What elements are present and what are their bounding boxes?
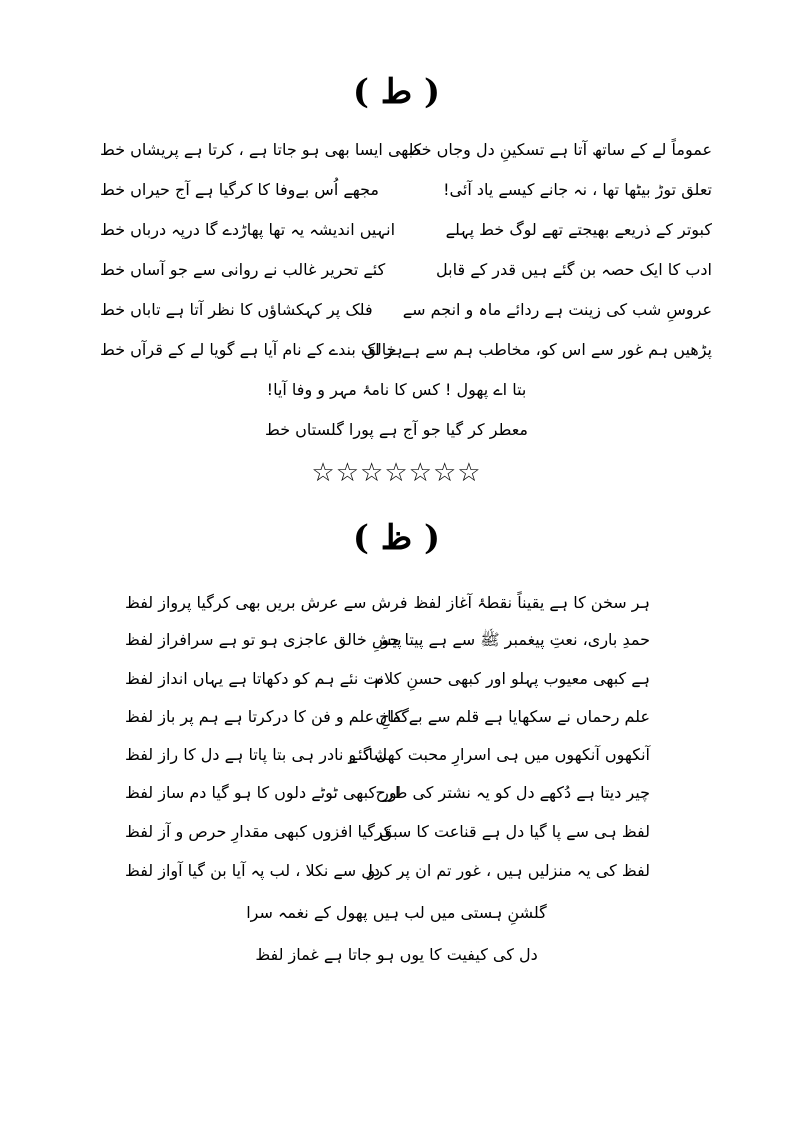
couplet-second-line: کاخِ علم و فن کا درکرتا ہے ہم پر باز لفظ <box>125 707 403 726</box>
couplet-first-line: عموماً لے کے ساتھ آتا ہے تسکینِ دل وجاں خط <box>406 140 712 159</box>
closing-line: دل کی کیفیت کا یوں ہو جاتا ہے غماز لفظ <box>255 945 538 964</box>
couplet-first-line: آنکھوں آنکھوں میں ہی اسرارِ محبت کھل گئے <box>348 745 650 764</box>
couplet-second-line: اور کبھی ٹوٹے دلوں کا ہو گیا دم ساز لفظ <box>125 783 402 802</box>
couplet-second-line: نت نئے ہم کو دکھاتا ہے یہاں انداز لفظ <box>125 669 384 688</box>
couplet-second-line: انہیں اندیشہ یہ تھا پھاڑدے گا درپہ درباں خط <box>100 220 396 239</box>
couplet-second-line: فلک پر کہکشاؤں کا نظر آتا ہے تاباں خط <box>100 300 373 319</box>
closing-line: معطر کر گیا جو آج ہے پورا گلستاں خط <box>265 420 528 439</box>
couplet-first-line: علم رحماں نے سکھایا ہے قلم سے بےگماں <box>375 707 650 726</box>
couplet-first-line: لفظ کی یہ منزلیں ہیں ، غور تم ان پر کرو <box>367 861 650 880</box>
couplet-second-line: دل سے نکلا ، لب پہ آیا بن گیا آواز لفظ <box>125 861 381 880</box>
couplet-first-line: ادب کا ایک حصہ بن گئے ہیں قدر کے قابل <box>436 260 712 279</box>
closing-line: گلشنِ ہستی میں لب ہیں پھول کے نغمہ سرا <box>246 903 547 922</box>
couplet-first-line: کبوتر کے ذریعے بھیجتے تھے لوگ خط پہلے <box>445 220 712 239</box>
couplet-first-line: چیر دیتا ہے دُکھے دل کو یہ نشتر کی طرح <box>375 783 650 802</box>
couplet-second-line: مجھے اُس بےوفا کا کرگیا ہے آج حیراں خط <box>100 180 379 199</box>
couplet-first-line: ہے کبھی معیوب پہلو اور کبھی حسنِ کلام <box>374 669 650 688</box>
couplet-first-line: حمدِ باری، نعتِ پیغمبر ﷺ سے ہے پیتا جو <box>381 630 650 649</box>
couplet-second-line: شاذ و نادر ہی بتا پاتا ہے دل کا راز لفظ <box>125 745 387 764</box>
couplet-second-line: ہر اک بندے کے نام آیا ہے گویا لے کے قرآں خط <box>100 340 403 359</box>
couplet-first-line: لفظ ہی سے پا گیا دل ہے قناعت کا سبق <box>379 822 650 841</box>
couplet-second-line: پیشِ خالق عاجزی ہو تو ہے سرافراز لفظ <box>125 630 402 649</box>
closing-line: بتا اے پھول ! کس کا نامۂ مہر و وفا آیا! <box>266 380 527 399</box>
couplet-second-line: فرش سے عرش بریں بھی کرگیا پرواز لفظ <box>125 593 408 612</box>
couplet-first-line: پڑھیں ہم غور سے اس کو، مخاطب ہم سے ہے خالق <box>363 340 712 359</box>
section-heading-zoe: ( ظ ) <box>352 518 441 558</box>
star-separator: ☆☆☆☆☆☆☆ <box>311 458 482 488</box>
couplet-second-line: کبھی ایسا بھی ہو جاتا ہے ، کرتا ہے پریشاں خط <box>100 140 422 159</box>
couplet-first-line: تعلق توڑ بیٹھا تھا ، نہ جانے کیسے یاد آئی! <box>443 180 712 199</box>
couplet-second-line: کئے تحریر غالب نے روانی سے جو آساں خط <box>100 260 386 279</box>
couplet-second-line: کرگیا افزوں کبھی مقدارِ حرص و آز لفظ <box>125 822 392 841</box>
section-heading-toe: ( ط ) <box>352 72 441 112</box>
couplet-first-line: عروسِ شب کی زینت ہے ردائے ماہ و انجم سے <box>402 300 712 319</box>
couplet-first-line: ہر سخن کا ہے یقیناً نقطۂ آغاز لفظ <box>413 593 650 612</box>
